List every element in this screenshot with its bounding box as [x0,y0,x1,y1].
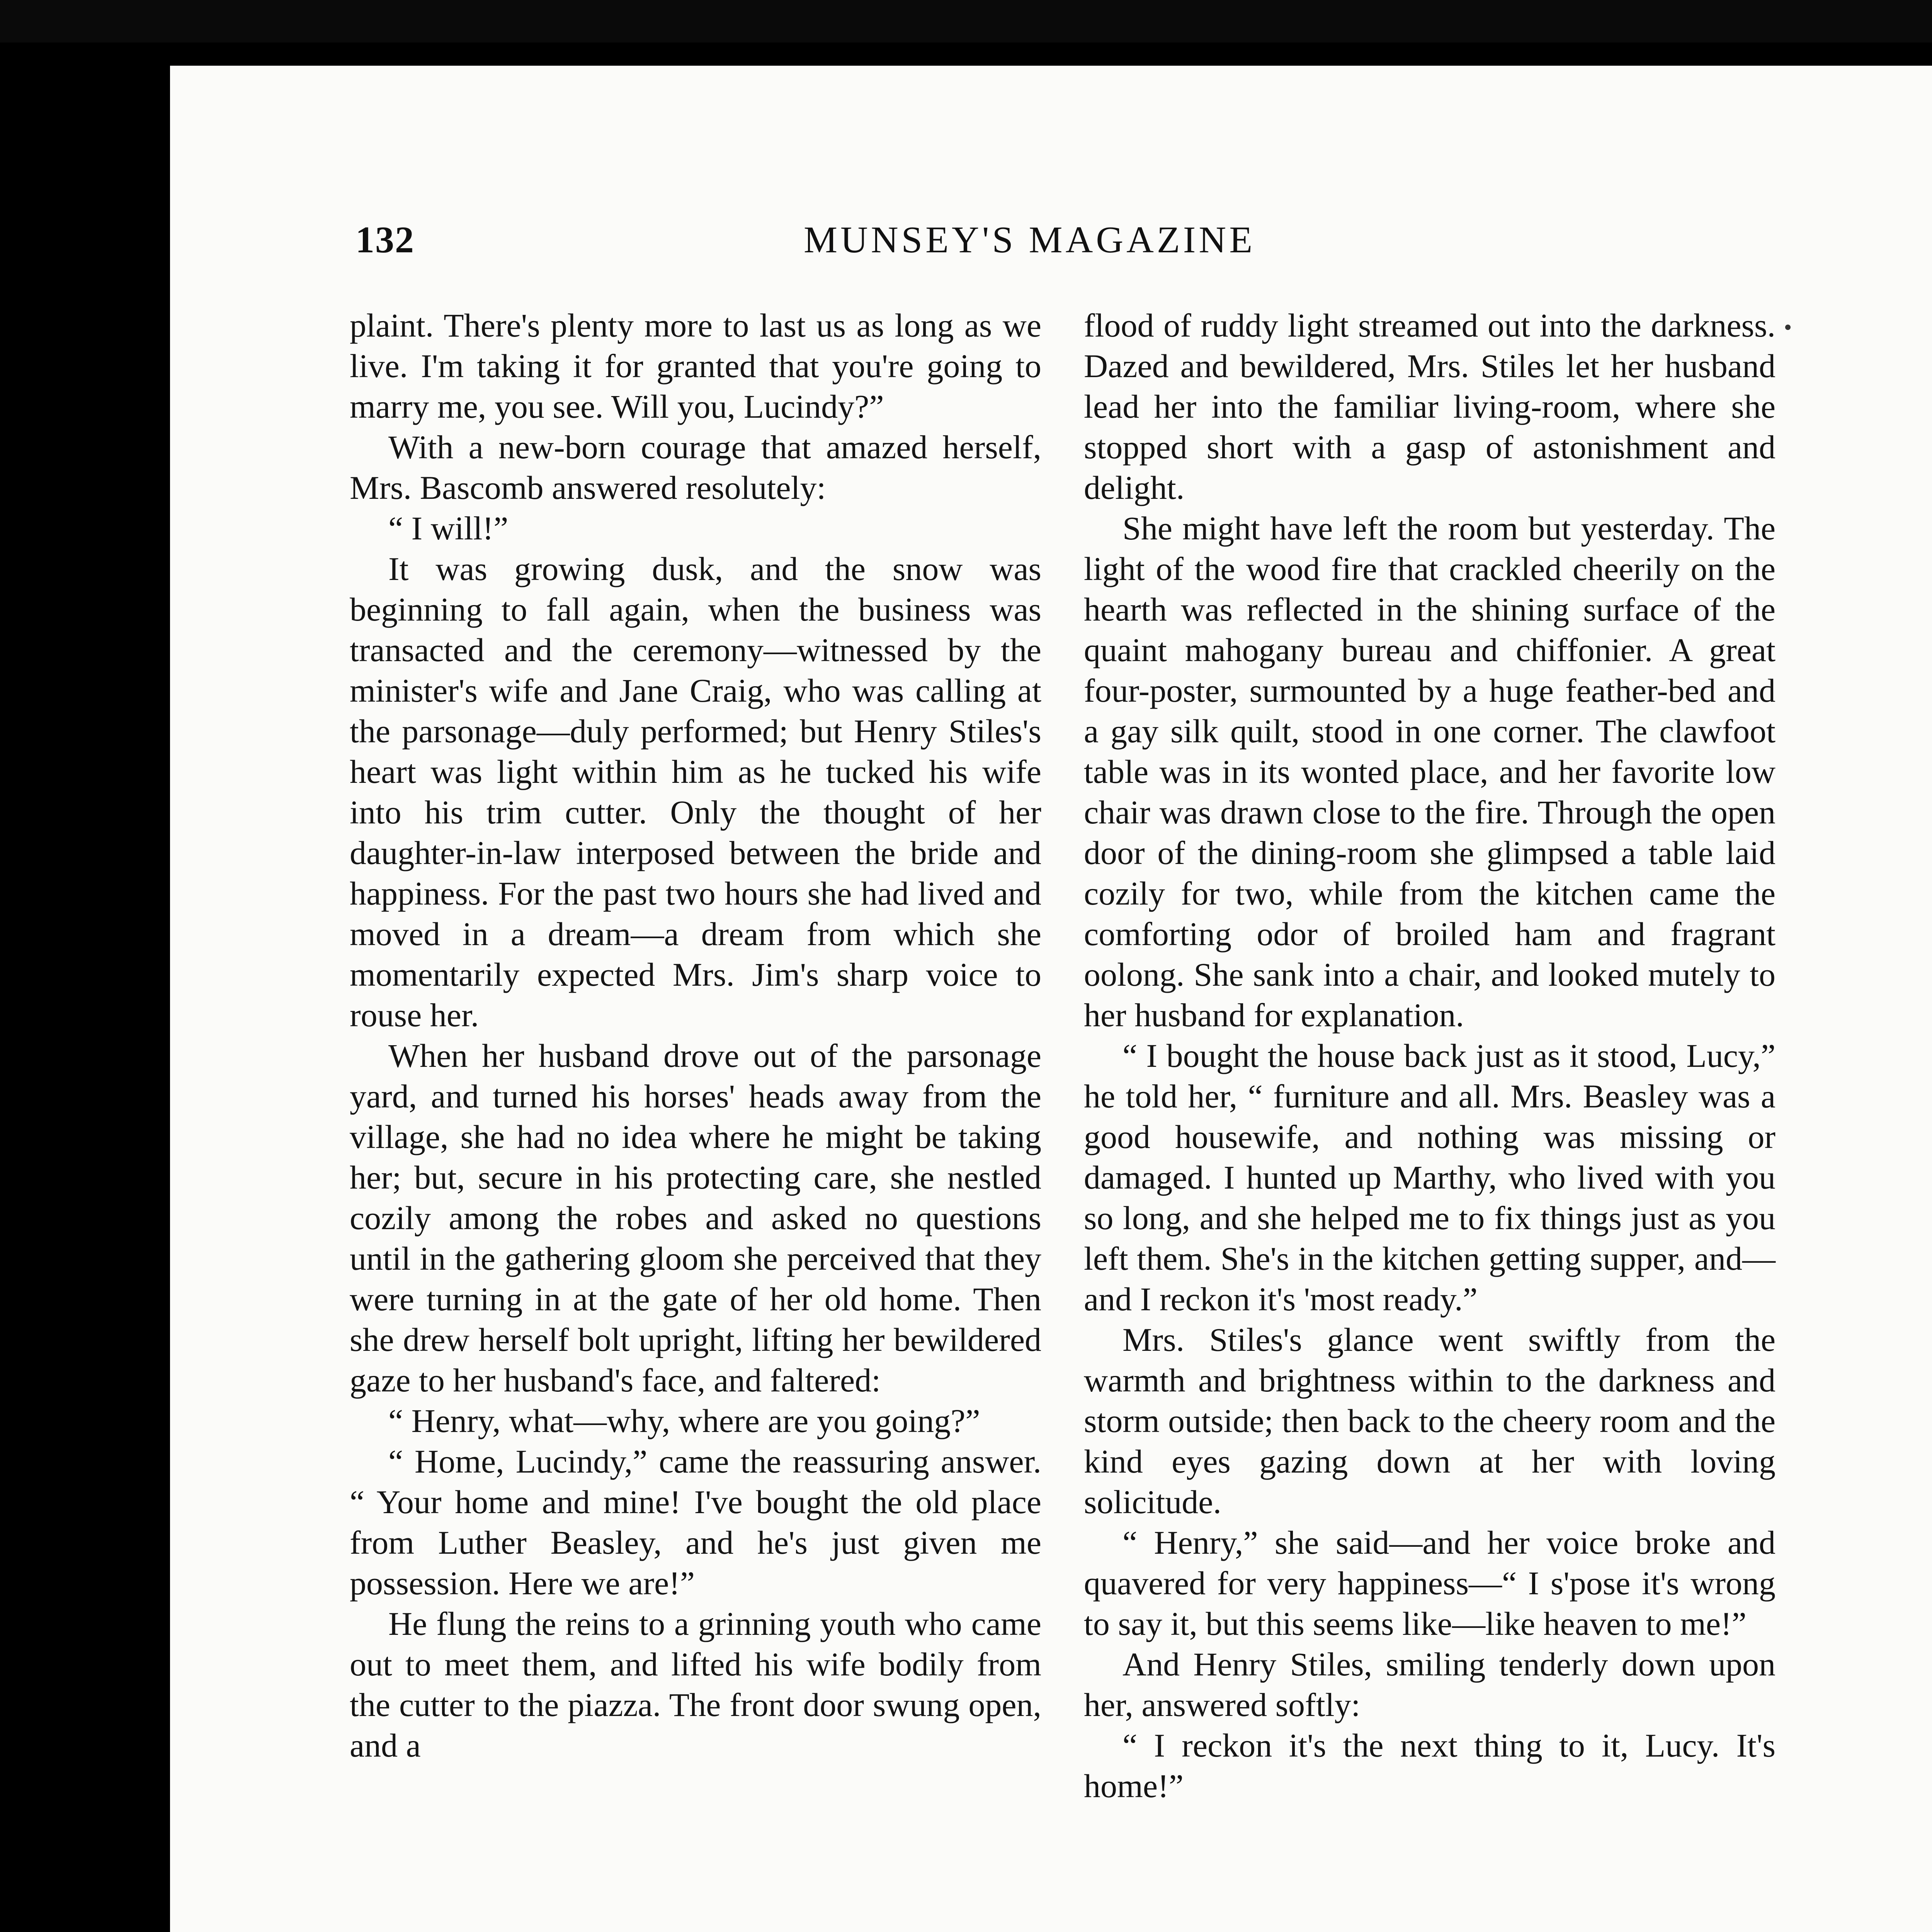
paragraph: “ I reckon it's the next thing to it, Lucy. It's home!” [1084,1727,1776,1804]
paragraph: “ Home, Lucindy,” came the reassuring answer. “ Your home and mine! I've bought the old place from Luther Beasley, and he's just given me possession. Here we are!” [350,1443,1041,1602]
paragraph: When her husband drove out of the parsonage yard, and turned his horses' heads away from the village, she had no idea where he might be taking her; but, secure in his protecting care, she nestled cozily among the robes and asked no questions until in the gathering gloom she perceived that they were turning in at the gate of her old home. Then she drew herself bolt upright, lifting her bewildered gaze to her husband's face, and faltered: [350,1037,1041,1399]
running-head [0,218,1932,276]
paragraph: It was growing dusk, and the snow was beginning to fall again, when the business was transacted and the ceremony—witnessed by the minister's wife and Jane Craig, who was calling at the parsonage—duly performed; but Henry Stiles's heart was light within him as he tucked his wife into his trim cutter. Only the thought of her daughter-in-law interposed between the bride and happiness. For the past two hours she had lived and moved in a dream—a dream from which she momentarily expected Mrs. Jim's sharp voice to rouse her. [350,550,1041,1034]
paragraph: “ Henry,” she said—and her voice broke and quavered for very happiness—“ I s'pose it's wrong to say it, but this seems like—like heaven to me!” [1084,1524,1776,1642]
paragraph: “ I will!” [388,510,509,547]
paragraph: And Henry Stiles, smiling tenderly down upon her, answered softly: [1084,1646,1776,1723]
paragraph: “ Henry, what—why, where are you going?” [388,1402,980,1439]
paragraph: He flung the reins to a grinning youth who came out to meet them, and lifted his wife bodily from the cutter to the piazza. The front door swung open, and a [350,1605,1041,1764]
scan-speck [1785,325,1791,330]
paragraph: flood of ruddy light streamed out into the darkness. Dazed and bewildered, Mrs. Stiles let her husband lead her into the familiar living-room, where she stopped short with a gasp of astonishment and delight. [1084,307,1776,506]
page-number: 132 [355,219,415,261]
paragraph: plaint. There's plenty more to last us as long as we live. I'm taking it for granted that you're going to marry me, you see. Will you, Lucindy?” [350,307,1041,425]
paragraph: She might have left the room but yesterday. The light of the wood fire that crackled cheerily on the hearth was reflected in the shining surface of the quaint mahogany bureau and chiffonier. A great four-poster, surmounted by a huge feather-bed and a gay silk quilt, stood in one corner. The clawfoot table was in its wonted place, and her favorite low chair was drawn close to the fire. Through the open door of the dining-room she glimpsed a table laid cozily for two, while from the kitchen came the comforting odor of broiled ham and fragrant oolong. She sank into a chair, and looked mutely to her husband for explanation. [1084,510,1776,1034]
magazine-title: MUNSEY'S MAGAZINE [804,219,1256,261]
left-text-column [350,305,1041,1766]
right-text-column [1084,305,1776,1806]
paragraph: Mrs. Stiles's glance went swiftly from the warmth and brightness within to the darkness and storm outside; then back to the cheery room and the kind eyes gazing down at her with loving solicitude. [1084,1321,1776,1520]
scan-top-border [0,0,1932,43]
paragraph: “ I bought the house back just as it stood, Lucy,” he told her, “ furniture and all. Mrs. Beasley was a good housewife, and nothing was missing or damaged. I hunted up Marthy, who lived with you so long, and she helped me to fix things just as you left them. She's in the kitchen getting supper, and—and I reckon it's 'most ready.” [1084,1037,1776,1318]
paragraph: With a new-born courage that amazed herself, Mrs. Bascomb answered resolutely: [350,429,1041,506]
